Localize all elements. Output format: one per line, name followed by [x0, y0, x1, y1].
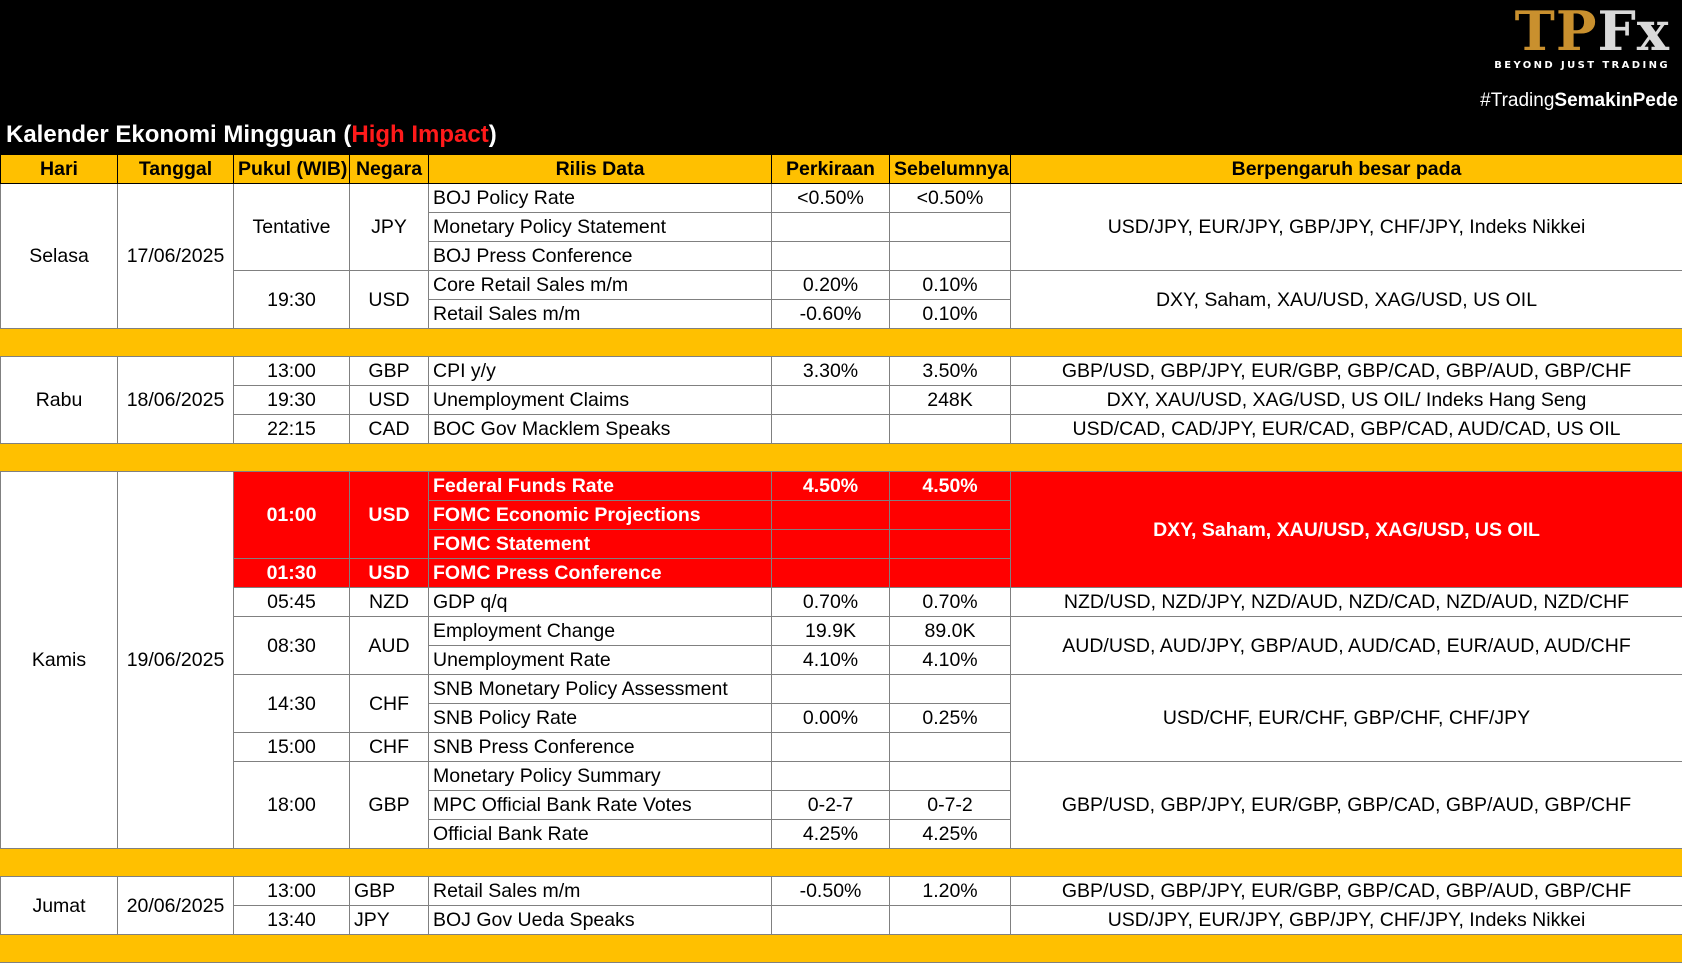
table-header-row [1, 155, 1682, 184]
previous-cell: 3.50% [890, 357, 1011, 386]
release-cell: FOMC Press Conference [429, 559, 772, 588]
previous-cell [890, 906, 1011, 935]
col-header-time: Pukul (WIB) [234, 155, 350, 184]
previous-cell: 0.70% [890, 588, 1011, 617]
previous-cell [890, 501, 1011, 530]
col-header-day: Hari [1, 155, 118, 184]
forecast-cell: 0.70% [772, 588, 890, 617]
previous-cell: 0-7-2 [890, 791, 1011, 820]
date-cell: 17/06/2025 [118, 184, 234, 329]
time-cell: 19:30 [234, 386, 350, 415]
impact-cell: GBP/USD, GBP/JPY, EUR/GBP, GBP/CAD, GBP/AUD, GBP/CHF [1011, 357, 1682, 386]
header-banner [0, 0, 1682, 154]
day-cell: Rabu [1, 357, 118, 444]
forecast-cell: 4.25% [772, 820, 890, 849]
time-cell: 15:00 [234, 733, 350, 762]
release-cell: Monetary Policy Statement [429, 213, 772, 242]
forecast-cell: 4.50% [772, 472, 890, 501]
country-cell: USD [350, 559, 429, 588]
release-cell: Retail Sales m/m [429, 300, 772, 329]
release-cell: Unemployment Claims [429, 386, 772, 415]
table-row [1, 357, 1682, 386]
separator-row [1, 849, 1682, 877]
release-cell: BOJ Gov Ueda Speaks [429, 906, 772, 935]
impact-cell: AUD/USD, AUD/JPY, GBP/AUD, AUD/CAD, EUR/AUD, AUD/CHF [1011, 617, 1682, 675]
table-row [1, 877, 1682, 906]
country-cell: USD [350, 472, 429, 559]
impact-cell: GBP/USD, GBP/JPY, EUR/GBP, GBP/CAD, GBP/AUD, GBP/CHF [1011, 877, 1682, 906]
forecast-cell [772, 415, 890, 444]
release-cell: Federal Funds Rate [429, 472, 772, 501]
previous-cell [890, 559, 1011, 588]
separator-cell [1, 444, 1682, 472]
time-cell: 22:15 [234, 415, 350, 444]
table-row [1, 675, 1682, 704]
forecast-cell [772, 530, 890, 559]
previous-cell [890, 242, 1011, 271]
previous-cell [890, 675, 1011, 704]
release-cell: BOJ Policy Rate [429, 184, 772, 213]
separator-row [1, 935, 1682, 963]
country-cell: USD [350, 386, 429, 415]
impact-cell: GBP/USD, GBP/JPY, EUR/GBP, GBP/CAD, GBP/AUD, GBP/CHF [1011, 762, 1682, 849]
time-cell: 08:30 [234, 617, 350, 675]
previous-cell: <0.50% [890, 184, 1011, 213]
forecast-cell [772, 906, 890, 935]
day-cell: Selasa [1, 184, 118, 329]
previous-cell: 4.25% [890, 820, 1011, 849]
release-cell: FOMC Economic Projections [429, 501, 772, 530]
country-cell: NZD [350, 588, 429, 617]
previous-cell: 89.0K [890, 617, 1011, 646]
previous-cell: 0.10% [890, 300, 1011, 329]
impact-cell: USD/CAD, CAD/JPY, EUR/CAD, GBP/CAD, AUD/CAD, US OIL [1011, 415, 1682, 444]
previous-cell [890, 530, 1011, 559]
country-cell: CHF [350, 733, 429, 762]
release-cell: SNB Monetary Policy Assessment [429, 675, 772, 704]
impact-cell: USD/JPY, EUR/JPY, GBP/JPY, CHF/JPY, Indeks Nikkei [1011, 906, 1682, 935]
separator-cell [1, 329, 1682, 357]
release-cell: SNB Policy Rate [429, 704, 772, 733]
date-cell: 20/06/2025 [118, 877, 234, 935]
table-row [1, 415, 1682, 444]
previous-cell [890, 213, 1011, 242]
impact-cell: DXY, Saham, XAU/USD, XAG/USD, US OIL [1011, 271, 1682, 329]
impact-cell: DXY, XAU/USD, XAG/USD, US OIL/ Indeks Hang Seng [1011, 386, 1682, 415]
col-header-forecast: Perkiraan [772, 155, 890, 184]
release-cell: BOC Gov Macklem Speaks [429, 415, 772, 444]
forecast-cell: 19.9K [772, 617, 890, 646]
forecast-cell: -0.60% [772, 300, 890, 329]
title-close: ) [488, 121, 497, 148]
hashtag-prefix: #Trading [1480, 90, 1555, 111]
table-row [1, 906, 1682, 935]
title-highlight: High Impact [351, 121, 489, 148]
forecast-cell [772, 386, 890, 415]
release-cell: FOMC Statement [429, 530, 772, 559]
time-cell: 01:30 [234, 559, 350, 588]
separator-row [1, 329, 1682, 357]
calendar-table [0, 154, 1682, 963]
time-cell: 13:00 [234, 877, 350, 906]
release-cell: CPI y/y [429, 357, 772, 386]
country-cell: AUD [350, 617, 429, 675]
forecast-cell [772, 213, 890, 242]
previous-cell: 4.10% [890, 646, 1011, 675]
impact-cell: DXY, Saham, XAU/USD, XAG/USD, US OIL [1011, 472, 1682, 588]
forecast-cell: <0.50% [772, 184, 890, 213]
table-row [1, 617, 1682, 646]
time-cell: 18:00 [234, 762, 350, 849]
table-row [1, 386, 1682, 415]
logo-fx: Fx [1597, 0, 1670, 63]
forecast-cell [772, 242, 890, 271]
logo-tp: TP [1514, 0, 1598, 63]
country-cell: CHF [350, 675, 429, 733]
table-row [1, 472, 1682, 501]
time-cell: 01:00 [234, 472, 350, 559]
forecast-cell: 3.30% [772, 357, 890, 386]
forecast-cell: 0.20% [772, 271, 890, 300]
forecast-cell [772, 675, 890, 704]
col-header-release: Rilis Data [429, 155, 772, 184]
table-row [1, 588, 1682, 617]
table-row [1, 762, 1682, 791]
impact-cell: USD/CHF, EUR/CHF, GBP/CHF, CHF/JPY [1011, 675, 1682, 762]
tpfx-logo [1484, 0, 1670, 72]
col-header-country: Negara [350, 155, 429, 184]
forecast-cell [772, 501, 890, 530]
country-cell: USD [350, 271, 429, 329]
release-cell: MPC Official Bank Rate Votes [429, 791, 772, 820]
col-header-impact: Berpengaruh besar pada [1011, 155, 1682, 184]
forecast-cell: -0.50% [772, 877, 890, 906]
logo-tagline: BEYOND JUST TRADING [1494, 60, 1670, 71]
forecast-cell [772, 733, 890, 762]
col-header-date: Tanggal [118, 155, 234, 184]
day-cell: Kamis [1, 472, 118, 849]
previous-cell [890, 415, 1011, 444]
page-title [6, 121, 497, 149]
release-cell: Employment Change [429, 617, 772, 646]
table-row [1, 184, 1682, 213]
time-cell: 05:45 [234, 588, 350, 617]
forecast-cell [772, 559, 890, 588]
previous-cell: 4.50% [890, 472, 1011, 501]
release-cell: Unemployment Rate [429, 646, 772, 675]
title-main: Kalender Ekonomi Mingguan ( [6, 121, 352, 148]
country-cell: GBP [350, 877, 429, 906]
previous-cell [890, 762, 1011, 791]
release-cell: Core Retail Sales m/m [429, 271, 772, 300]
separator-cell [1, 849, 1682, 877]
previous-cell: 0.10% [890, 271, 1011, 300]
release-cell: Monetary Policy Summary [429, 762, 772, 791]
separator-cell [1, 935, 1682, 963]
date-cell: 19/06/2025 [118, 472, 234, 849]
release-cell: SNB Press Conference [429, 733, 772, 762]
time-cell: Tentative [234, 184, 350, 271]
forecast-cell: 0-2-7 [772, 791, 890, 820]
day-cell: Jumat [1, 877, 118, 935]
logo-wordmark [1484, 0, 1670, 63]
date-cell: 18/06/2025 [118, 357, 234, 444]
country-cell: CAD [350, 415, 429, 444]
time-cell: 19:30 [234, 271, 350, 329]
table-row [1, 271, 1682, 300]
release-cell: Retail Sales m/m [429, 877, 772, 906]
impact-cell: USD/JPY, EUR/JPY, GBP/JPY, CHF/JPY, Indeks Nikkei [1011, 184, 1682, 271]
impact-cell: NZD/USD, NZD/JPY, NZD/AUD, NZD/CAD, NZD/AUD, NZD/CHF [1011, 588, 1682, 617]
country-cell: JPY [350, 184, 429, 271]
previous-cell: 248K [890, 386, 1011, 415]
country-cell: JPY [350, 906, 429, 935]
time-cell: 14:30 [234, 675, 350, 733]
previous-cell [890, 733, 1011, 762]
release-cell: BOJ Press Conference [429, 242, 772, 271]
hashtag-bold: SemakinPede [1554, 90, 1678, 111]
release-cell: GDP q/q [429, 588, 772, 617]
separator-row [1, 444, 1682, 472]
country-cell: GBP [350, 357, 429, 386]
col-header-previous: Sebelumnya [890, 155, 1011, 184]
forecast-cell: 0.00% [772, 704, 890, 733]
country-cell: GBP [350, 762, 429, 849]
release-cell: Official Bank Rate [429, 820, 772, 849]
previous-cell: 1.20% [890, 877, 1011, 906]
time-cell: 13:40 [234, 906, 350, 935]
time-cell: 13:00 [234, 357, 350, 386]
hashtag [1480, 90, 1678, 112]
previous-cell: 0.25% [890, 704, 1011, 733]
forecast-cell: 4.10% [772, 646, 890, 675]
forecast-cell [772, 762, 890, 791]
